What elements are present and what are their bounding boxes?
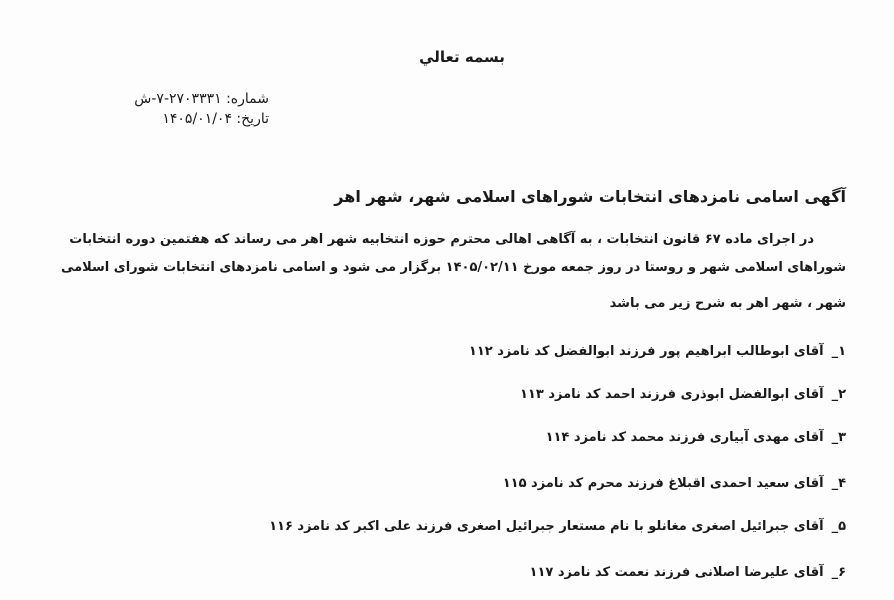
candidate-item	[546, 430, 846, 445]
candidate-text: آقای ابوالفضل ابوذری فرزند احمد کد نامزد ۱۱۳	[519, 387, 824, 402]
candidate-number: ۲_	[831, 387, 846, 402]
candidate-number: ۳_	[831, 430, 846, 445]
document-heading: بسمه تعالي	[419, 48, 505, 66]
candidate-item	[520, 387, 846, 402]
candidate-item	[530, 565, 846, 580]
candidate-text: آقای جبرائیل اصغری مغانلو با نام مستعار جبرائیل اصغری فرزند علی اکبر کد نامزد ۱۱۶	[269, 519, 824, 534]
candidate-number: ۵_	[831, 519, 846, 534]
document-date: تاريخ: ۱۴۰۵/۰۱/۰۴	[162, 111, 269, 127]
candidate-item	[503, 476, 846, 491]
candidate-text: آقای مهدی آبیاری فرزند محمد کد نامزد ۱۱۴	[545, 430, 824, 445]
candidate-number: ۴_	[831, 476, 846, 491]
candidate-text: آقای ابوطالب ابراهیم پور فرزند ابوالفضل کد نامزد ۱۱۲	[468, 344, 824, 359]
candidate-text: آقای سعید احمدی اقبلاغ فرزند محرم کد نامزد ۱۱۵	[502, 476, 824, 491]
candidate-number: ۱_	[831, 344, 846, 359]
paragraph-line-2: شوراهای اسلامی شهر و روستا در روز جمعه مورخ ۱۴۰۵/۰۲/۱۱ برگزار می شود و اسامی نامزدهای انتخابات شورای اسلامی	[60, 260, 846, 275]
paragraph-line-3: شهر ، شهر اهر به شرح زیر می باشد	[609, 296, 846, 311]
paragraph-line-1: در اجرای ماده ۶۷ قانون انتخابات ، به آگاهی اهالی محترم حوزه انتخابیه شهر اهر می رساند که هفتمین دوره انتخابات	[69, 232, 814, 247]
candidate-text: آقای علیرضا اصلانی فرزند نعمت کد نامزد ۱۱۷	[529, 565, 824, 580]
announcement-title: آگهی اسامی نامزدهای انتخابات شوراهای اسلامی شهر، شهر اهر	[334, 187, 846, 206]
candidate-number: ۶_	[831, 565, 846, 580]
document-number: شماره: ۲۷۰۳۳۳۱-۷-ش	[134, 91, 269, 107]
candidate-item	[269, 519, 846, 534]
candidate-item	[469, 344, 846, 359]
